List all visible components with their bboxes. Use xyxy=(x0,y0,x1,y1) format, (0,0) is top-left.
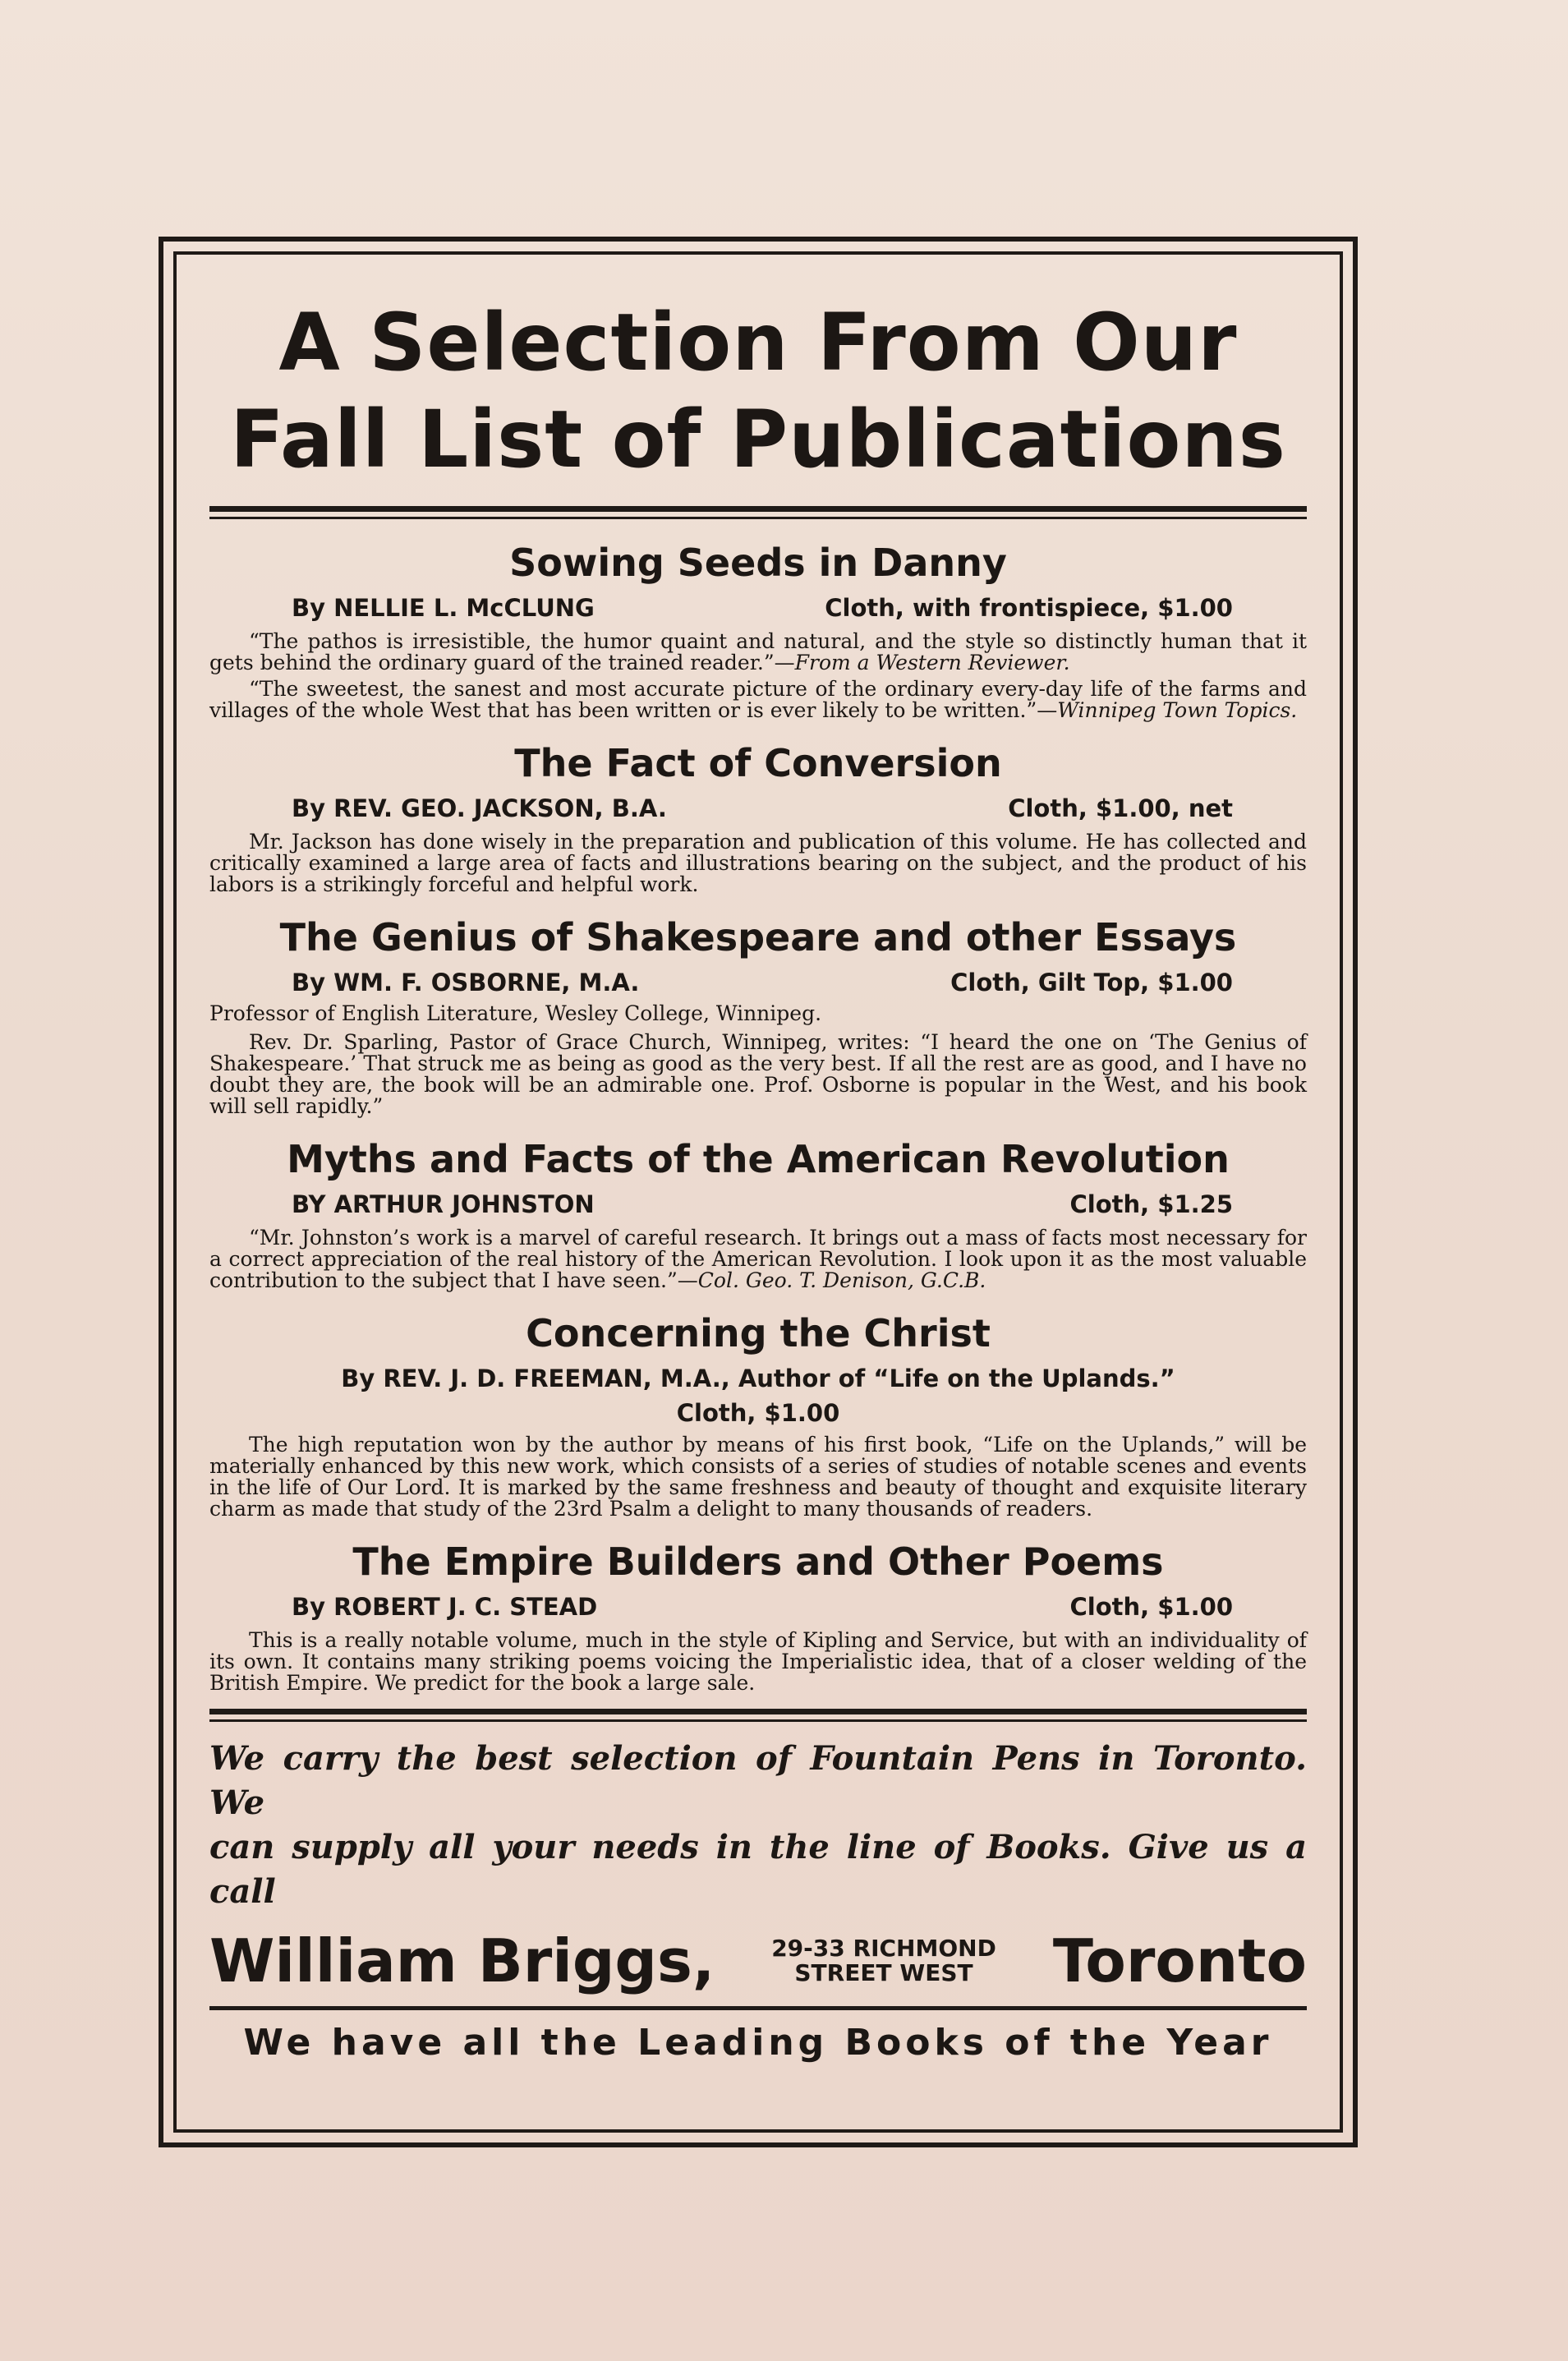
review-source: Col. Geo. T. Denison, G.C.B. xyxy=(697,1268,986,1292)
review-text: “The pathos is irresistible, the humor quaint and natural, and the style so distinctly human that it gets behind the ordinary guard of the trained reader.”— xyxy=(209,629,1307,674)
publisher-address xyxy=(771,1936,996,1986)
advertisement-content xyxy=(209,271,1307,2113)
header-divider xyxy=(209,506,1307,519)
headline-line-2: Fall List of Publications xyxy=(230,394,1286,486)
book-byline xyxy=(209,1186,1307,1222)
headline-line-1: A Selection From Our xyxy=(278,297,1238,389)
slogan-line-1: We carry the best selection of Fountain Pens in Toronto. We xyxy=(209,1739,1307,1822)
book-entry xyxy=(209,1132,1307,1291)
book-price: Cloth, $1.00 xyxy=(1069,1593,1233,1621)
book-entry xyxy=(209,736,1307,895)
book-entry xyxy=(209,536,1307,721)
publisher-address-line-2: STREET WEST xyxy=(794,1959,973,1986)
book-title: Myths and Facts of the American Revolution xyxy=(287,1137,1230,1181)
advertisement-inner-border xyxy=(173,251,1343,2133)
book-author: By NELLIE L. McCLUNG xyxy=(292,594,595,622)
headline xyxy=(209,294,1307,488)
review-text: The high reputation won by the author by means of his first book, “Life on the Uplands,” will be materially enhanced by this new work, which consists of a series of studies of notable scenes and events in the life of Our Lord. It is marked by the same freshness and beauty of thought and exquisite literary charm as made that study of the 23rd Psalm a delight to many thousands of readers. xyxy=(209,1433,1307,1521)
book-author: By REV. J. D. FREEMAN, M.A., Author of “Life on the Uplands.” xyxy=(341,1365,1175,1392)
book-title: The Genius of Shakespeare and other Essays xyxy=(279,915,1237,960)
book-price: Cloth, $1.25 xyxy=(1069,1190,1233,1218)
book-byline xyxy=(209,1360,1307,1397)
review-source: Winnipeg Town Topics. xyxy=(1057,698,1298,722)
review-text: “Mr. Johnston’s work is a marvel of careful research. It brings out a mass of facts most necessary for a correct appreciation of the real history of the American Revolution. I look upon it as the most valuable contribution to the subject that I have seen.”— xyxy=(209,1226,1307,1292)
review-text: This is a really notable volume, much in the style of Kipling and Service, but with an individuality of its own. It contains many striking poems voicing the Imperialistic idea, that of a closer welding of the British Empire. We predict for the book a large sale. xyxy=(209,1628,1307,1695)
publisher-address-line-1: 29-33 RICHMOND xyxy=(771,1935,996,1962)
book-review xyxy=(209,631,1307,674)
book-review xyxy=(209,1630,1307,1694)
book-review xyxy=(209,1032,1307,1117)
publisher-block xyxy=(209,1924,1307,1998)
book-review xyxy=(209,1434,1307,1520)
author-affiliation: Professor of English Literature, Wesley College, Winnipeg. xyxy=(209,1001,822,1025)
book-title: The Fact of Conversion xyxy=(514,741,1002,785)
book-price: Cloth, Gilt Top, $1.00 xyxy=(950,969,1233,996)
footer-divider xyxy=(209,1709,1307,1722)
book-entry xyxy=(209,910,1307,1117)
book-review xyxy=(209,679,1307,721)
advertisement-border xyxy=(159,237,1358,2147)
book-review xyxy=(209,831,1307,895)
review-text: Rev. Dr. Sparling, Pastor of Grace Church, Winnipeg, writes: “I heard the one on ‘The Genius of Shakespeare.’ That struck me as being as good as the very best. If all the rest are as good, and I have no doubt they are, the book will be an admirable one. Prof. Osborne is popular in the West, and his book will sell rapidly.” xyxy=(209,1030,1307,1118)
book-byline xyxy=(209,1589,1307,1625)
review-text: “The sweetest, the sanest and most accurate picture of the ordinary every-day life of the farms and villages of the whole West that has been written or is ever likely to be written.”— xyxy=(209,677,1307,722)
slogan-line-2: can supply all your needs in the line of Books. Give us a call xyxy=(209,1828,1307,1911)
publisher-name: William Briggs, xyxy=(209,1926,715,1995)
publisher-city: Toronto xyxy=(1052,1926,1307,1995)
book-author: By REV. GEO. JACKSON, B.A. xyxy=(292,794,667,822)
book-review xyxy=(209,1227,1307,1291)
book-entry xyxy=(209,1535,1307,1694)
tagline-divider xyxy=(209,2006,1307,2010)
review-text: Mr. Jackson has done wisely in the preparation and publication of this volume. He has collected and critically examined a large area of facts and illustrations bearing on the subject, and the product of his labors is a strikingly forceful and helpful work. xyxy=(209,830,1307,896)
tagline: We have all the Leading Books of the Year xyxy=(243,2022,1273,2064)
book-price: Cloth, $1.00, net xyxy=(1008,794,1233,822)
book-title: The Empire Builders and Other Poems xyxy=(352,1539,1164,1584)
review-source: From a Western Reviewer. xyxy=(794,651,1070,674)
book-title: Sowing Seeds in Danny xyxy=(509,541,1007,585)
book-price: Cloth, with frontispiece, $1.00 xyxy=(825,594,1233,622)
book-entry xyxy=(209,1306,1307,1520)
book-author: By WM. F. OSBORNE, M.A. xyxy=(292,969,640,996)
book-author: BY ARTHUR JOHNSTON xyxy=(292,1190,595,1218)
book-byline xyxy=(209,964,1307,1001)
book-author: By ROBERT J. C. STEAD xyxy=(292,1593,598,1621)
book-byline xyxy=(209,590,1307,626)
book-title: Concerning the Christ xyxy=(526,1311,991,1355)
book-byline xyxy=(209,790,1307,826)
book-price: Cloth, $1.00 xyxy=(676,1399,840,1427)
